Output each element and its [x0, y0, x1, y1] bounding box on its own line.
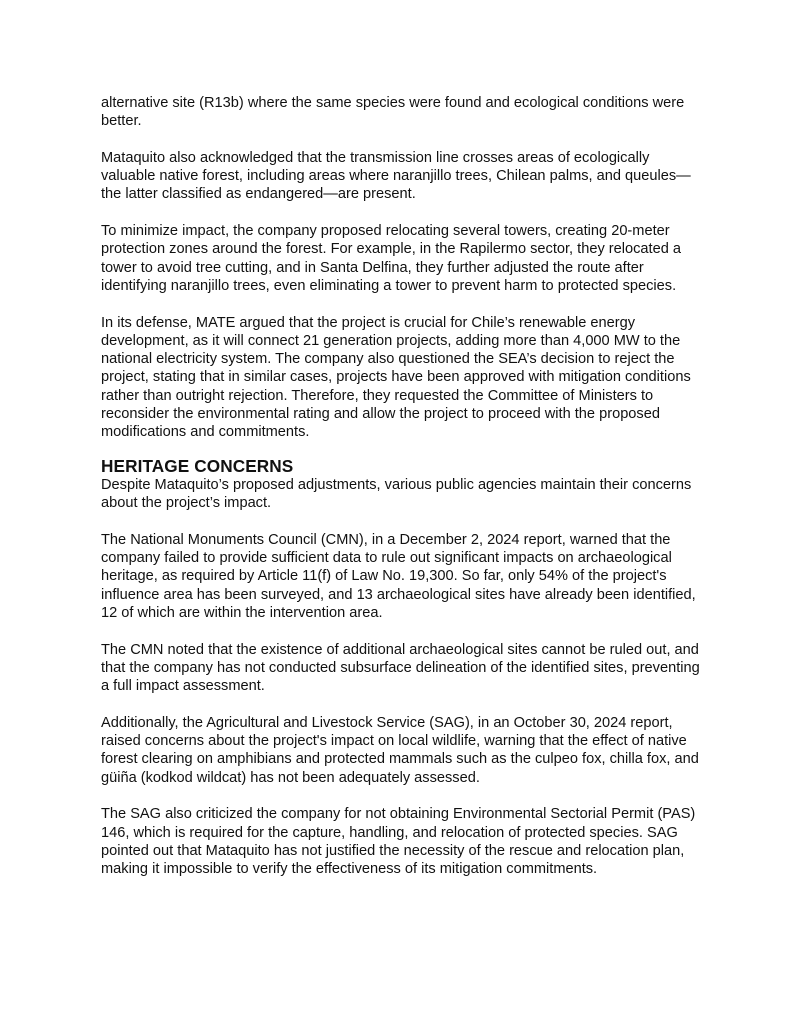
paragraph-alternative-site: alternative site (R13b) where the same species were found and ecological conditions were better. — [101, 95, 685, 130]
paragraph-sag-permit: The SAG also criticized the company for not obtaining Environmental Sectorial Permit (PAS) 146, which is required for the capture, handling, and relocation of protected species. SAG pointed out that Mataquito has not justified the necessity of the rescue and relocation plan, making it impossible to verify the effectiveness of its mitigation commitments. — [101, 806, 696, 878]
paragraph-sag-report: Additionally, the Agricultural and Livestock Service (SAG), in an October 30, 2024 report, raised concerns about the project's impact on local wildlife, warning that the effect of native forest clearing on amphibians and protected mammals such as the culpeo fox, chilla fox, and güiña (kodkod wildcat) has not been adequately assessed. — [101, 714, 699, 786]
paragraph-cmn-sites: The CMN noted that the existence of additional archaeological sites cannot be ruled out, and that the company has not conducted subsurface delineation of the identified sites, preventing a full impact assessment. — [101, 641, 700, 695]
paragraph-native-forest: Mataquito also acknowledged that the transmission line crosses areas of ecologically valuable native forest, including areas where naranjillo trees, Chilean palms, and queules—the latter classified as endangered—are present. — [101, 149, 691, 203]
paragraph-agency-concerns: Despite Mataquito’s proposed adjustments, various public agencies maintain their concerns about the project’s impact. — [101, 476, 692, 512]
paragraph-mate-defense: In its defense, MATE argued that the project is crucial for Chile’s renewable energy development, as it will connect 21 generation projects, adding more than 4,000 MW to the national electricity system. The company also questioned the SEA’s decision to reject the project, stating that in similar cases, projects have been approved with mitigation conditions rather than outright rejection. Therefore, they requested the Committee of Ministers to reconsider the environmental rating and allow the project to proceed with the proposed modifications and commitments. — [101, 314, 691, 441]
section-heading-heritage-concerns: HERITAGE CONCERNS — [101, 455, 294, 476]
paragraph-cmn-report: The National Monuments Council (CMN), in a December 2, 2024 report, warned that the company failed to provide sufficient data to rule out significant impacts on archaeological heritage, as required by Article 11(f) of Law No. 19,300. So far, only 54% of the project's influence area has been surveyed, and 13 archaeological sites have already been identified, 12 of which are within the intervention area. — [101, 531, 696, 622]
paragraph-minimize-impact: To minimize impact, the company proposed relocating several towers, creating 20-meter protection zones around the forest. For example, in the Rapilermo sector, they relocated a tower to avoid tree cutting, and in Santa Delfina, they further adjusted the route after identifying naranjillo trees, even eliminating a tower to prevent harm to protected species. — [101, 223, 682, 294]
document-page — [101, 94, 701, 897]
